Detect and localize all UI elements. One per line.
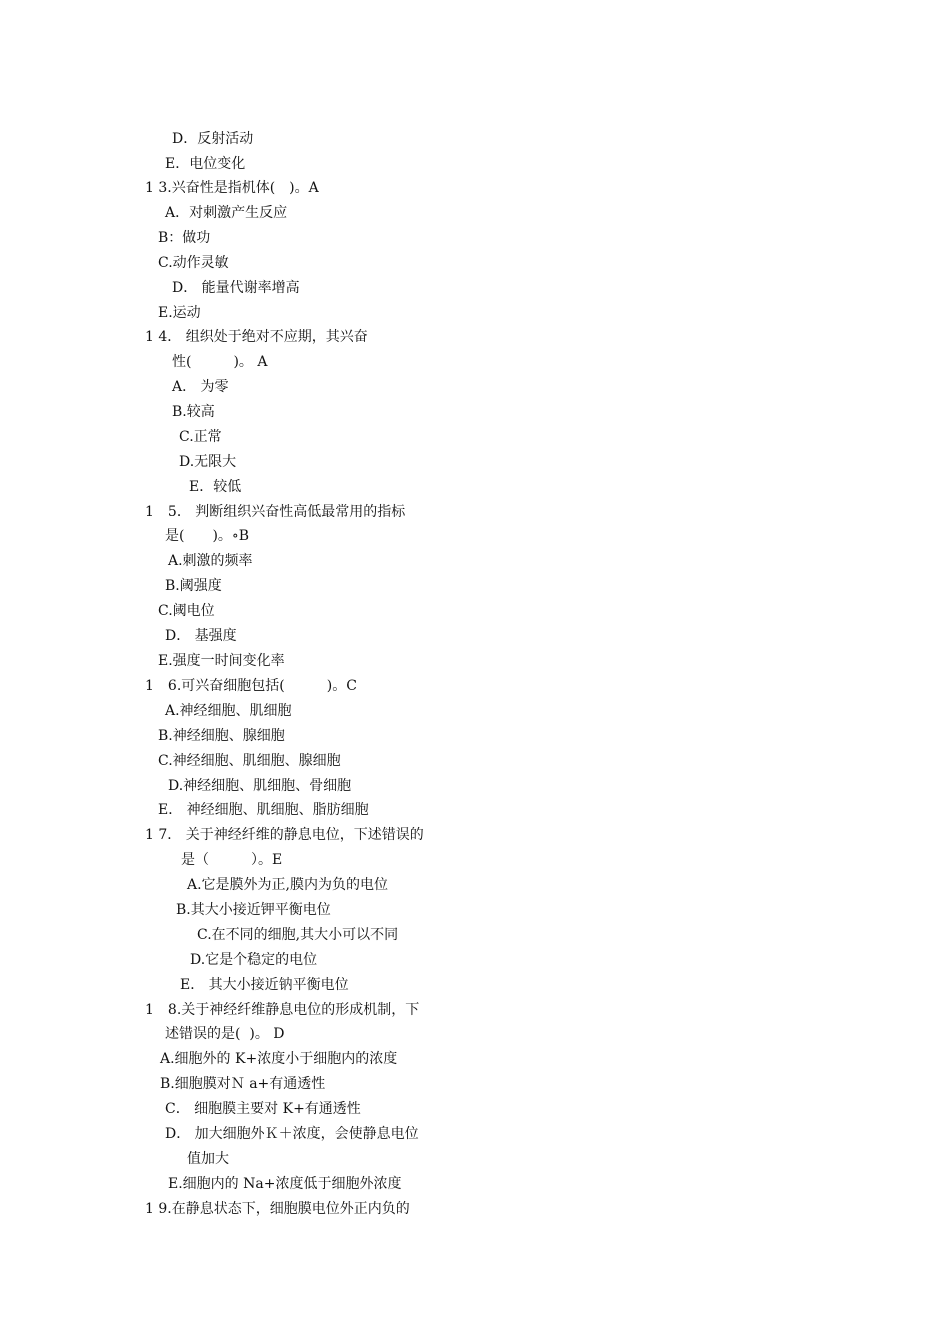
option-line: D．反射活动: [172, 131, 254, 147]
option-line: D． 基强度: [165, 628, 237, 644]
question-line: 1 4． 组织处于绝对不应期，其兴奋: [145, 329, 368, 345]
option-line: E.强度一时间变化率: [158, 653, 285, 669]
question-line: 1 8.关于神经纤维静息电位的形成机制，下: [145, 1002, 420, 1018]
question-line: 1 5． 判断组织兴奋性高低最常用的指标: [145, 504, 406, 520]
option-line: A.神经细胞、肌细胞: [165, 703, 292, 719]
option-line: C． 细胞膜主要对 K+有通透性: [165, 1101, 361, 1117]
option-line: D.无限大: [179, 454, 237, 470]
option-line: A.它是膜外为正,膜内为负的电位: [187, 877, 389, 893]
option-line: E．较低: [189, 479, 242, 495]
option-line: E． 其大小接近钠平衡电位: [180, 977, 349, 993]
option-line: B.其大小接近钾平衡电位: [176, 902, 331, 918]
option-line: D． 能量代谢率增高: [172, 280, 300, 296]
option-line: C.神经细胞、肌细胞、腺细胞: [158, 753, 341, 769]
option-line: C.正常: [179, 429, 222, 445]
option-line: C.在不同的细胞,其大小可以不同: [197, 927, 399, 943]
option-line: B.神经细胞、腺细胞: [158, 728, 285, 744]
question-line: 1 9.在静息状态下，细胞膜电位外正内负的: [145, 1201, 410, 1217]
question-line: 性( )。 A: [172, 354, 268, 370]
option-line: B.阈强度: [165, 578, 222, 594]
option-line: D.神经细胞、肌细胞、骨细胞: [168, 778, 352, 794]
option-line: A．对刺激产生反应: [165, 205, 288, 221]
question-line: 1 3.兴奋性是指机体( )。A: [145, 180, 319, 196]
option-line: E.细胞内的 Na+浓度低于细胞外浓度: [168, 1176, 402, 1192]
option-line: C.动作灵敏: [158, 255, 229, 271]
option-line: B：做功: [158, 230, 211, 246]
option-continuation-line: 值加大: [187, 1151, 229, 1167]
option-line: C.阈电位: [158, 603, 215, 619]
option-line: D.它是个稳定的电位: [190, 952, 318, 968]
question-line: 述错误的是( )。 D: [165, 1026, 285, 1042]
option-line: A.细胞外的 K+浓度小于细胞内的浓度: [160, 1051, 398, 1067]
option-line: E． 神经细胞、肌细胞、脂肪细胞: [158, 802, 369, 818]
question-line: 1 7． 关于神经纤维的静息电位，下述错误的: [145, 827, 424, 843]
option-line: D． 加大细胞外Ｋ＋浓度，会使静息电位: [165, 1126, 419, 1142]
option-line: B.较高: [172, 404, 215, 420]
question-line: 是( )。∘B: [165, 528, 250, 544]
option-line: B.细胞膜对Ｎ a+有通透性: [160, 1076, 326, 1092]
question-line: 是（ ）。E: [181, 852, 283, 868]
option-line: A.刺激的频率: [168, 553, 253, 569]
option-line: E．电位变化: [165, 156, 246, 172]
question-line: 1 6.可兴奋细胞包括( )。C: [145, 678, 357, 694]
option-line: E.运动: [158, 305, 201, 321]
option-line: A． 为零: [172, 379, 229, 395]
